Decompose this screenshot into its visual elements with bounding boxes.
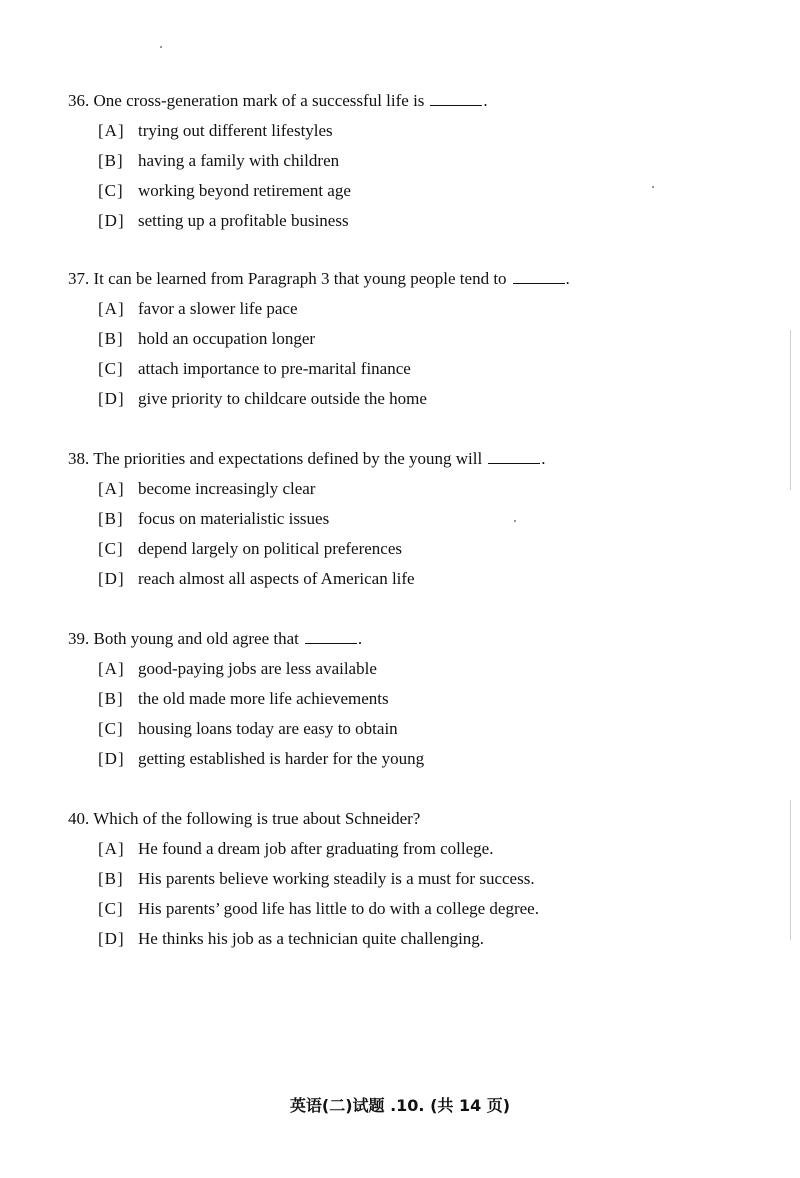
- question-40: [68, 808, 768, 950]
- option-letter: [B]: [98, 329, 124, 348]
- option-d: [98, 928, 768, 950]
- question-37: [68, 268, 768, 410]
- option-text: He found a dream job after graduating from college.: [138, 839, 494, 858]
- option-b: [98, 328, 768, 350]
- option-b: [98, 688, 768, 710]
- option-text: become increasingly clear: [138, 479, 316, 498]
- option-letter: [D]: [98, 389, 125, 408]
- option-letter: [A]: [98, 121, 125, 140]
- scan-edge-line: [790, 800, 791, 940]
- option-text: housing loans today are easy to obtain: [138, 719, 398, 738]
- option-text: trying out different lifestyles: [138, 121, 333, 140]
- option-letter: [B]: [98, 869, 124, 888]
- question-stem-end: .: [357, 629, 363, 648]
- option-text: the old made more life achievements: [138, 689, 389, 708]
- question-stem-text: 40. Which of the following is true about Schneider?: [68, 809, 421, 828]
- option-c: [98, 538, 768, 560]
- question-stem-end: .: [541, 449, 546, 468]
- option-letter: [B]: [98, 689, 124, 708]
- option-d: [98, 748, 768, 770]
- question-38: [68, 448, 768, 590]
- option-letter: [A]: [98, 839, 125, 858]
- option-letter: [D]: [98, 569, 125, 588]
- option-letter: [D]: [98, 929, 125, 948]
- option-d: [98, 210, 768, 232]
- option-letter: [A]: [98, 659, 125, 678]
- option-letter: [D]: [98, 211, 125, 230]
- question-stem-end: .: [565, 269, 570, 288]
- page-footer: 英语(二)试题 .10. (共 14 页): [289, 1096, 511, 1115]
- option-text: favor a slower life pace: [138, 299, 298, 318]
- option-text: getting established is harder for the young: [138, 749, 425, 768]
- option-a: [98, 838, 768, 860]
- question-stem-text: 38. The priorities and expectations defined by the young will: [68, 449, 483, 468]
- question-stem-text: 37. It can be learned from Paragraph 3 that young people tend to: [68, 269, 507, 288]
- question-stem: [68, 268, 768, 290]
- option-c: [98, 180, 768, 202]
- question-stem: [68, 808, 768, 830]
- scan-edge-line: [790, 330, 791, 490]
- option-letter: [B]: [98, 509, 124, 528]
- answer-blank: [488, 449, 540, 464]
- question-stem-text: 36. One cross-generation mark of a successful life is: [68, 91, 425, 110]
- option-letter: [B]: [98, 151, 124, 170]
- option-text: give priority to childcare outside the home: [138, 389, 427, 408]
- option-a: [98, 658, 768, 680]
- option-letter: [D]: [98, 749, 125, 768]
- option-letter: [C]: [98, 719, 124, 738]
- option-text: focus on materialistic issues: [138, 509, 330, 528]
- option-text: good-paying jobs are less available: [138, 659, 377, 678]
- option-b: [98, 508, 768, 530]
- option-c: [98, 718, 768, 740]
- option-text: He thinks his job as a technician quite challenging.: [138, 929, 485, 948]
- option-text: hold an occupation longer: [138, 329, 316, 348]
- option-text: depend largely on political preferences: [138, 539, 403, 558]
- option-b: [98, 150, 768, 172]
- option-d: [98, 568, 768, 590]
- question-stem: [68, 628, 768, 650]
- answer-blank: [513, 269, 565, 284]
- option-a: [98, 120, 768, 142]
- option-text: setting up a profitable business: [138, 211, 349, 230]
- question-stem-end: .: [483, 91, 488, 110]
- option-letter: [C]: [98, 899, 124, 918]
- option-d: [98, 388, 768, 410]
- question-stem: [68, 90, 768, 112]
- scan-speck: [160, 46, 162, 48]
- option-a: [98, 298, 768, 320]
- option-c: [98, 898, 768, 920]
- option-letter: [A]: [98, 299, 125, 318]
- question-36: [68, 90, 768, 232]
- option-b: [98, 868, 768, 890]
- option-letter: [C]: [98, 359, 124, 378]
- answer-blank: [430, 91, 482, 106]
- option-text: His parents believe working steadily is a must for success.: [138, 869, 535, 888]
- option-text: reach almost all aspects of American life: [138, 569, 415, 588]
- option-letter: [C]: [98, 181, 124, 200]
- option-c: [98, 358, 768, 380]
- option-letter: [C]: [98, 539, 124, 558]
- option-a: [98, 478, 768, 500]
- question-39: [68, 628, 768, 770]
- question-stem: [68, 448, 768, 470]
- option-text: attach importance to pre-marital finance: [138, 359, 411, 378]
- question-stem-text: 39. Both young and old agree that: [68, 629, 299, 648]
- option-letter: [A]: [98, 479, 125, 498]
- option-text: His parents’ good life has little to do with a college degree.: [138, 899, 539, 918]
- option-text: having a family with children: [138, 151, 340, 170]
- option-text: working beyond retirement age: [138, 181, 351, 200]
- answer-blank: [305, 629, 357, 644]
